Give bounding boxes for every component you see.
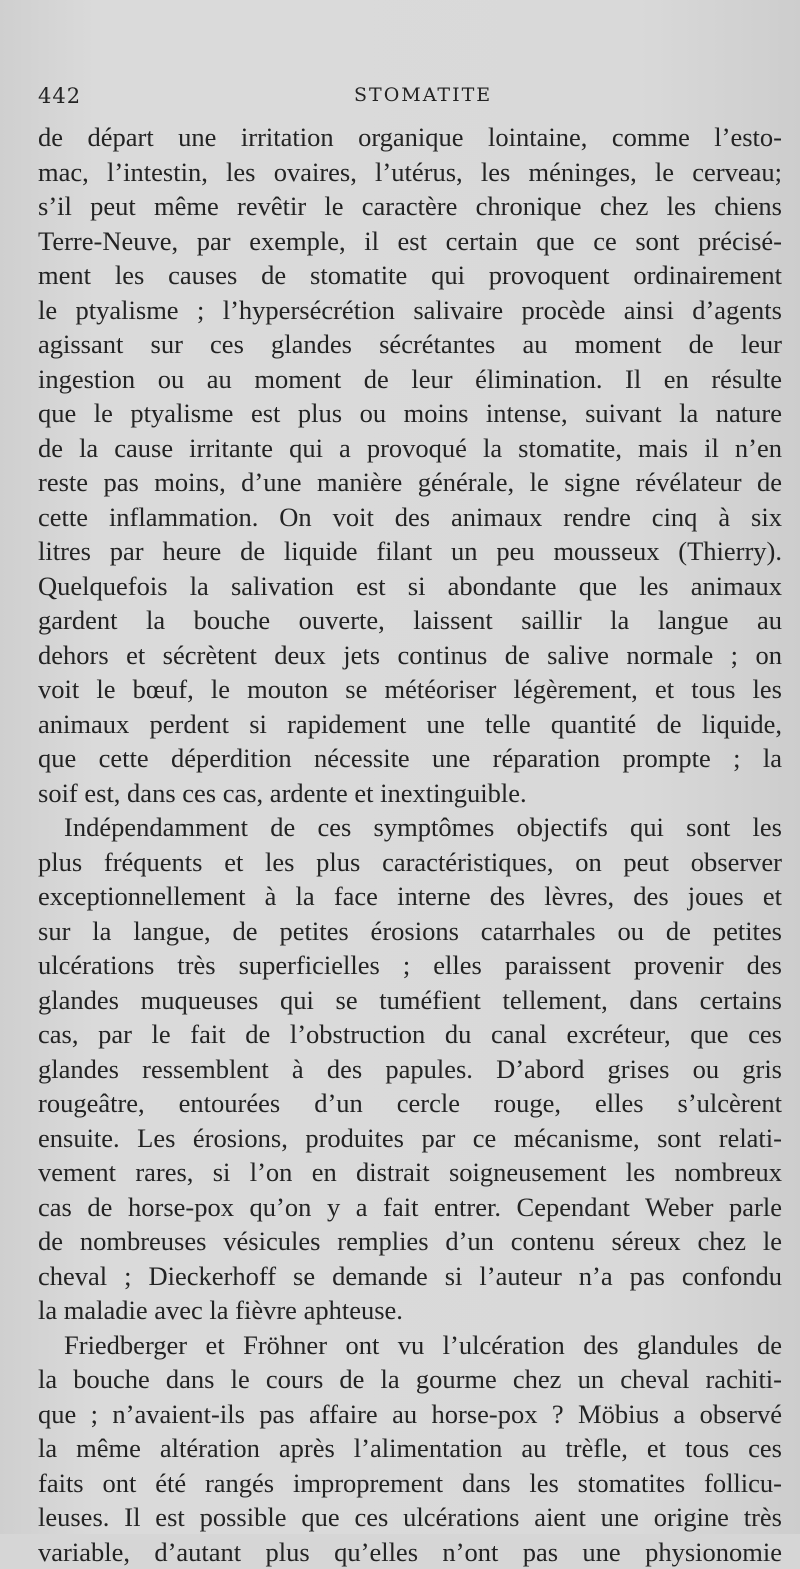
text-line: le ptyalisme ; l’hypersécrétion salivaire procède ainsi d’agents	[38, 293, 782, 328]
text-line: vement rares, si l’on en distrait soigneusement les nombreux	[38, 1155, 782, 1190]
text-line: ensuite. Les érosions, produites par ce mécanisme, sont relati-	[38, 1121, 782, 1156]
body-text	[38, 120, 782, 1569]
text-line: de départ une irritation organique lointaine, comme l’esto-	[38, 120, 782, 155]
text-line: ment les causes de stomatite qui provoquent ordinairement	[38, 258, 782, 293]
text-line: Friedberger et Fröhner ont vu l’ulcération des glandules de	[38, 1328, 782, 1363]
text-line: la maladie avec la fièvre aphteuse.	[38, 1293, 782, 1328]
paragraph	[38, 120, 782, 810]
text-line: reste pas moins, d’une manière générale, le signe révélateur de	[38, 465, 782, 500]
text-line: la bouche dans le cours de la gourme chez un cheval rachiti-	[38, 1362, 782, 1397]
text-line: dehors et sécrètent deux jets continus de salive normale ; on	[38, 638, 782, 673]
text-line: rougeâtre, entourées d’un cercle rouge, elles s’ulcèrent	[38, 1086, 782, 1121]
running-title: STOMATITE	[354, 84, 492, 106]
text-line: Quelquefois la salivation est si abondante que les animaux	[38, 569, 782, 604]
text-line: agissant sur ces glandes sécrétantes au moment de leur	[38, 327, 782, 362]
text-line: gardent la bouche ouverte, laissent saillir la langue au	[38, 603, 782, 638]
text-line: Terre-Neuve, par exemple, il est certain que ce sont précisé-	[38, 224, 782, 259]
text-line: glandes muqueuses qui se tuméfient tellement, dans certains	[38, 983, 782, 1018]
text-line: leuses. Il est possible que ces ulcérations aient une origine très	[38, 1500, 782, 1535]
text-line: que le ptyalisme est plus ou moins intense, suivant la nature	[38, 396, 782, 431]
text-line: exceptionnellement à la face interne des lèvres, des joues et	[38, 879, 782, 914]
text-line: cette inflammation. On voit des animaux rendre cinq à six	[38, 500, 782, 535]
text-line: cheval ; Dieckerhoff se demande si l’auteur n’a pas confondu	[38, 1259, 782, 1294]
page-number: 442	[38, 84, 81, 108]
text-line: ingestion ou au moment de leur élimination. Il en résulte	[38, 362, 782, 397]
text-line: glandes ressemblent à des papules. D’abord grises ou gris	[38, 1052, 782, 1087]
text-line: cas, par le fait de l’obstruction du canal excréteur, que ces	[38, 1017, 782, 1052]
text-line: que ; n’avaient-ils pas affaire au horse-pox ? Möbius a observé	[38, 1397, 782, 1432]
text-line: animaux perdent si rapidement une telle quantité de liquide,	[38, 707, 782, 742]
text-line: que cette déperdition nécessite une réparation prompte ; la	[38, 741, 782, 776]
text-line: Indépendamment de ces symptômes objectifs qui sont les	[38, 810, 782, 845]
text-line: s’il peut même revêtir le caractère chronique chez les chiens	[38, 189, 782, 224]
paragraph	[38, 1328, 782, 1569]
page-header	[0, 84, 800, 114]
paragraph	[38, 810, 782, 1328]
text-line: litres par heure de liquide filant un peu mousseux (Thierry).	[38, 534, 782, 569]
text-line: sur la langue, de petites érosions catarrhales ou de petites	[38, 914, 782, 949]
text-line: mac, l’intestin, les ovaires, l’utérus, les méninges, le cerveau;	[38, 155, 782, 190]
text-line: de nombreuses vésicules remplies d’un contenu séreux chez le	[38, 1224, 782, 1259]
text-line: variable, d’autant plus qu’elles n’ont pas une physionomie	[38, 1535, 782, 1569]
text-line: de la cause irritante qui a provoqué la stomatite, mais il n’en	[38, 431, 782, 466]
text-line: faits ont été rangés improprement dans les stomatites follicu-	[38, 1466, 782, 1501]
text-line: ulcérations très superficielles ; elles paraissent provenir des	[38, 948, 782, 983]
text-line: la même altération après l’alimentation au trèfle, et tous ces	[38, 1431, 782, 1466]
text-line: cas de horse-pox qu’on y a fait entrer. Cependant Weber parle	[38, 1190, 782, 1225]
text-line: plus fréquents et les plus caractéristiques, on peut observer	[38, 845, 782, 880]
text-line: voit le bœuf, le mouton se météoriser légèrement, et tous les	[38, 672, 782, 707]
text-line: soif est, dans ces cas, ardente et inextinguible.	[38, 776, 782, 811]
